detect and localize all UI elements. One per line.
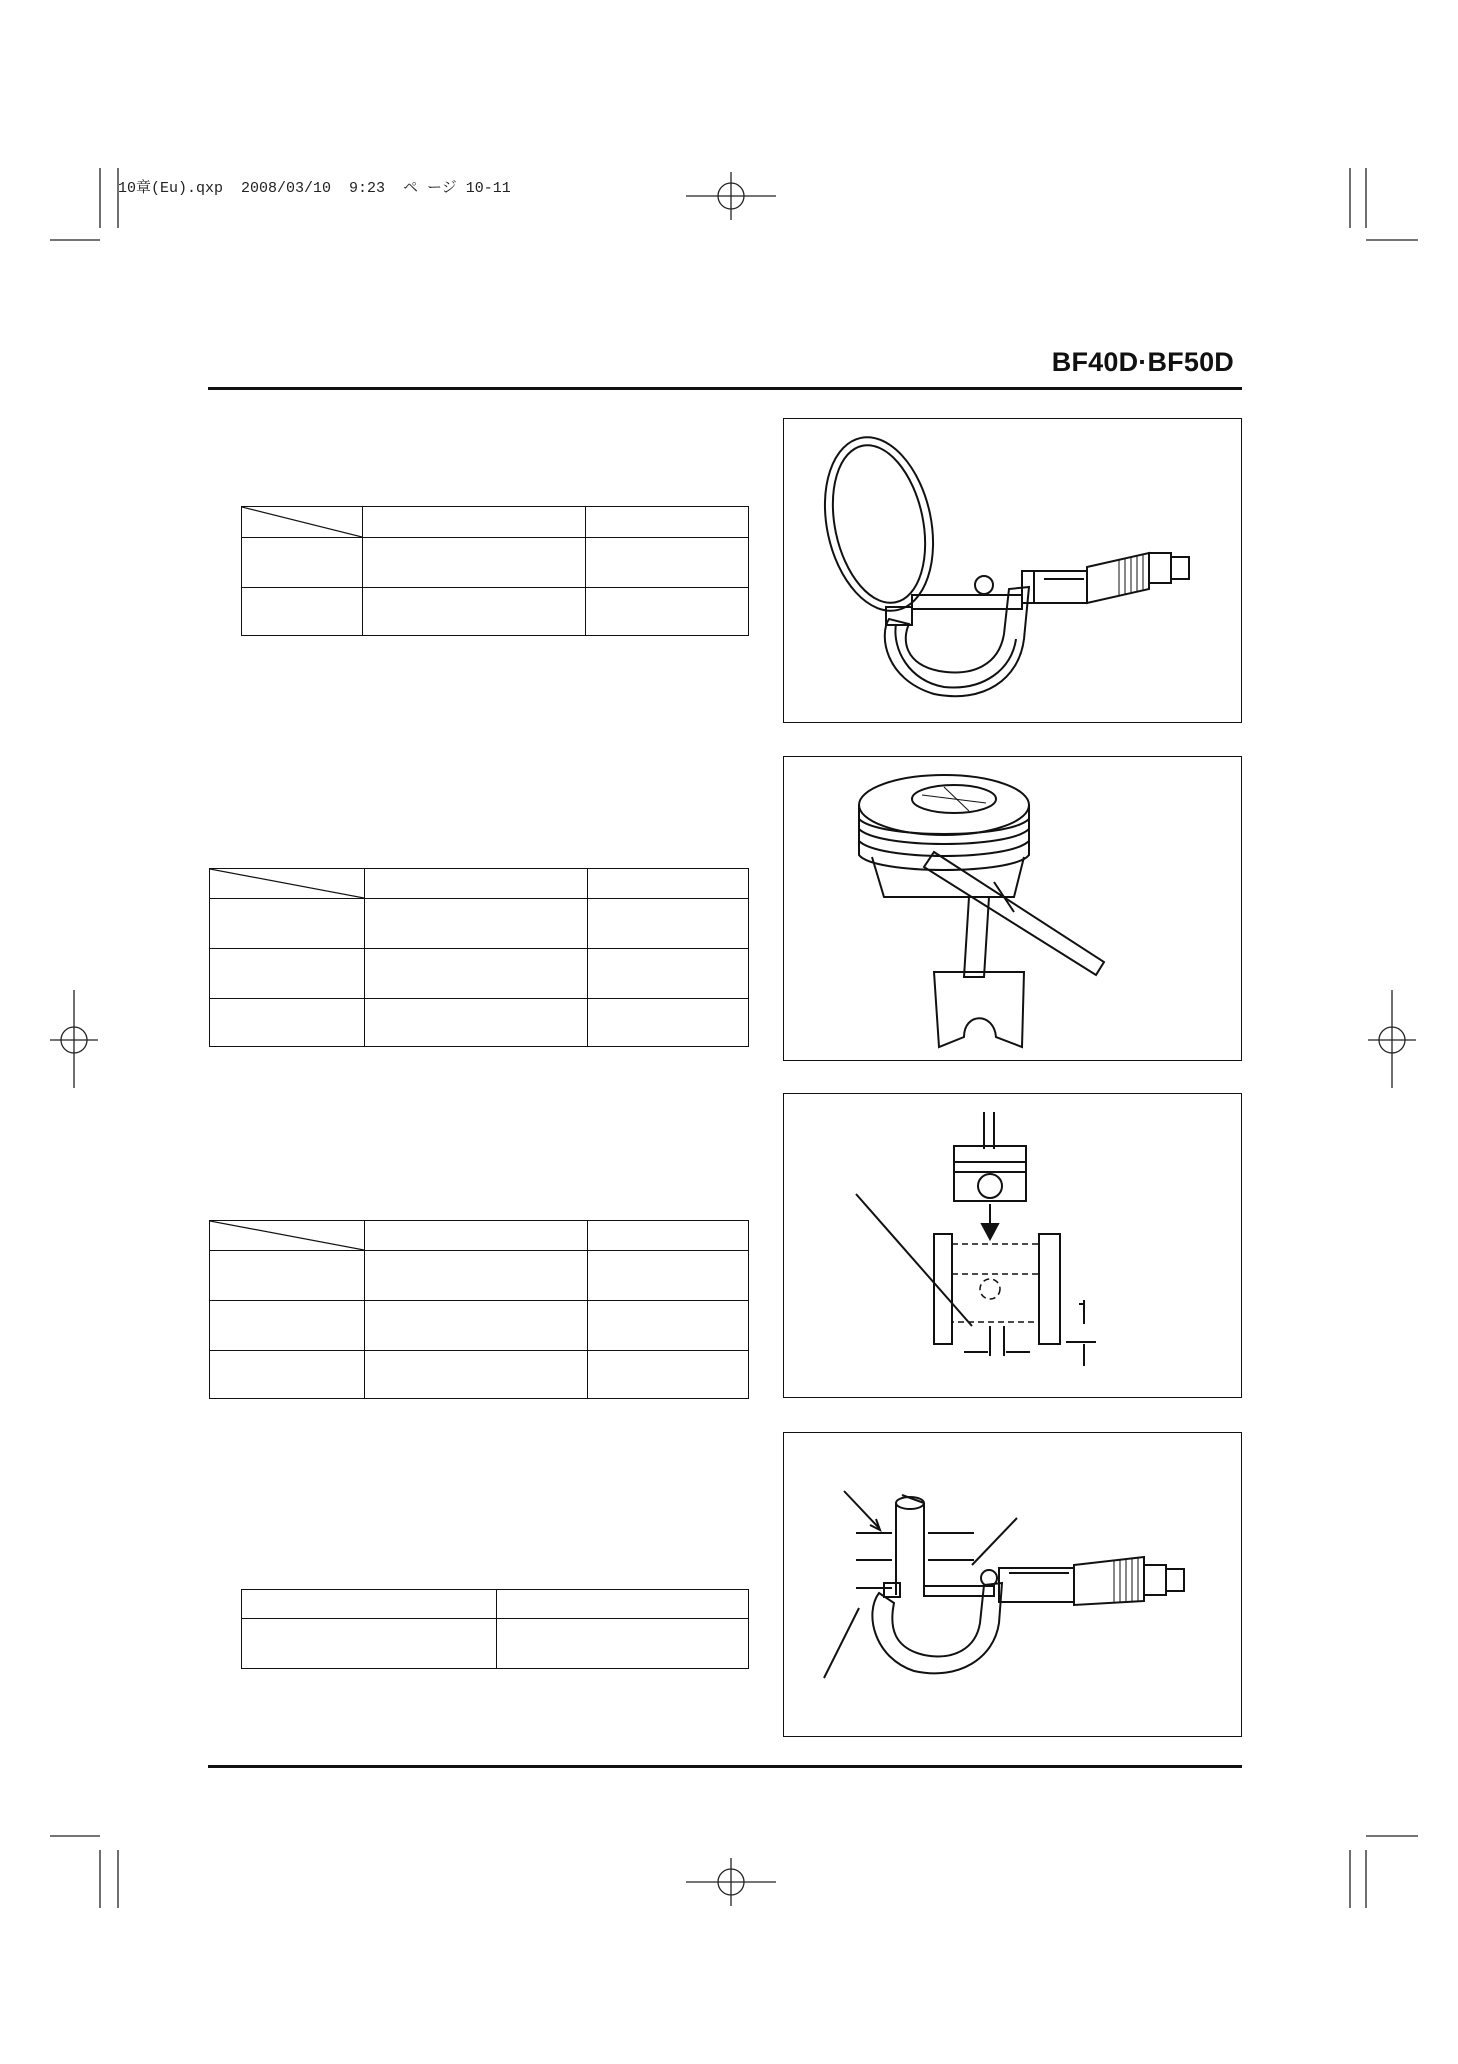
table-cell — [210, 949, 365, 999]
spec-table-3 — [209, 1220, 749, 1399]
header-rule — [208, 387, 1242, 390]
table-cell — [586, 588, 749, 636]
table-cell — [365, 1251, 588, 1301]
spec-table-4 — [241, 1589, 749, 1669]
table-cell — [365, 1301, 588, 1351]
table-header-cell — [365, 1221, 588, 1251]
piston-ring-thickness-icon — [784, 419, 1241, 722]
table-corner-cell — [210, 869, 365, 899]
table-cell — [363, 538, 586, 588]
table-cell — [365, 1351, 588, 1399]
table-cell — [210, 1251, 365, 1301]
table-cell — [588, 949, 749, 999]
table-header-cell — [588, 869, 749, 899]
table-cell — [210, 1351, 365, 1399]
print-slug: 10章(Eu).qxp 2008/03/10 9:23 ペ ージ 10-11 — [118, 180, 511, 197]
table-cell — [210, 1301, 365, 1351]
table-corner-cell — [242, 507, 363, 538]
feeler-gauge-piston-icon — [784, 757, 1241, 1060]
table-cell — [497, 1619, 749, 1669]
model-header: BF40D·BF50D — [1051, 347, 1234, 377]
table-cell — [365, 899, 588, 949]
table-header-cell — [363, 507, 586, 538]
table-header-cell — [588, 1221, 749, 1251]
table-cell — [365, 949, 588, 999]
cylinder-ring-gap-icon — [784, 1094, 1241, 1397]
table-cell — [588, 899, 749, 949]
table-cell — [210, 899, 365, 949]
table-cell — [363, 588, 586, 636]
table-cell — [588, 1251, 749, 1301]
footer-rule — [208, 1765, 1242, 1768]
piston-pin-micrometer-icon — [784, 1433, 1241, 1736]
table-cell — [242, 538, 363, 588]
table-header-cell — [365, 869, 588, 899]
spec-table-1 — [241, 506, 749, 636]
table-header-cell — [586, 507, 749, 538]
table-cell — [588, 1301, 749, 1351]
table-header-cell — [497, 1590, 749, 1619]
piston-ring-clearance-figure — [783, 756, 1242, 1061]
table-cell — [242, 588, 363, 636]
table-cell — [586, 538, 749, 588]
table-cell — [210, 999, 365, 1047]
table-cell — [365, 999, 588, 1047]
ring-end-gap-figure — [783, 1093, 1242, 1398]
table-cell — [588, 999, 749, 1047]
table-cell — [242, 1619, 497, 1669]
piston-pin-od-figure — [783, 1432, 1242, 1737]
table-cell — [588, 1351, 749, 1399]
spec-table-2 — [209, 868, 749, 1047]
table-corner-cell — [210, 1221, 365, 1251]
table-header-cell — [242, 1590, 497, 1619]
piston-ring-micrometer-figure — [783, 418, 1242, 723]
